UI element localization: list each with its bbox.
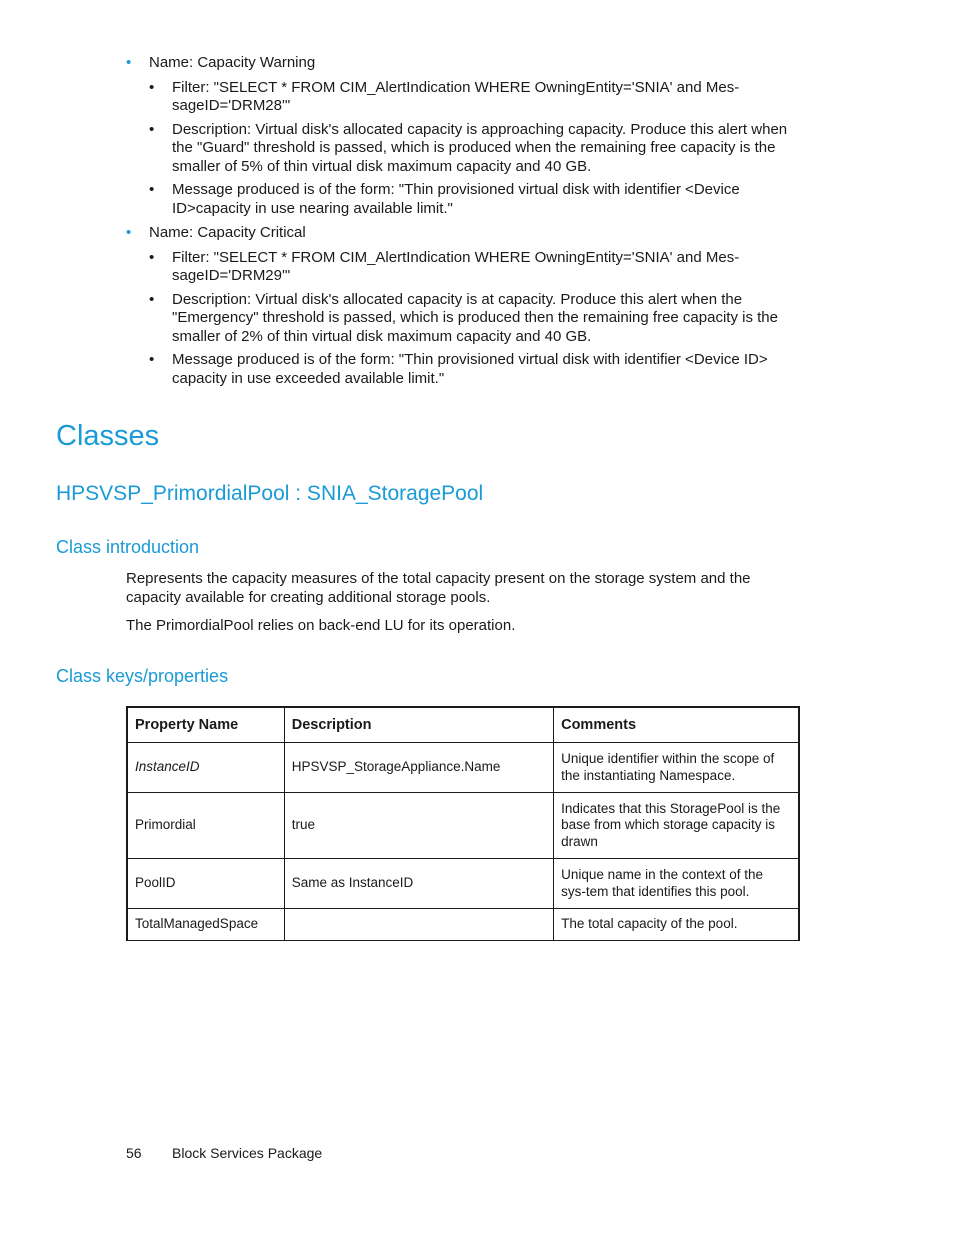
alert-name: Name: Capacity Warning — [149, 54, 316, 71]
alert-detail: • Description: Virtual disk's allocated capacity is at capacity. Produce this alert when the "Emergency" threshold is passed, which is produced then the remaining free capacity is the smaller of 2% of thin virtual disk maximum capacity and 40 GB. — [149, 290, 778, 345]
alert-detail: • Message produced is of the form: "Thin provisioned virtual disk with identifier <Device ID> capacity in use exceeded available limit." — [149, 351, 768, 387]
table-cell: Primordial — [127, 793, 284, 859]
alert-details — [149, 79, 806, 219]
alert-name: Name: Capacity Critical — [149, 224, 306, 241]
bullet-icon: • — [126, 54, 132, 71]
alert-details — [149, 249, 806, 389]
bullet-icon: • — [149, 248, 155, 266]
table-cell: true — [284, 793, 553, 859]
subheading-class-keys: Class keys/properties — [56, 666, 229, 686]
table-cell: Indicates that this StoragePool is the base from which storage capacity is drawn — [554, 793, 799, 859]
properties-table — [126, 706, 800, 941]
table-row — [127, 793, 799, 859]
intro-paragraph: The PrimordialPool relies on back-end LU for its operation. — [126, 617, 516, 634]
bullet-icon: • — [149, 181, 155, 198]
alert-list — [126, 54, 806, 394]
page-number: 56 — [126, 1145, 142, 1161]
bullet-icon: • — [149, 120, 155, 138]
alert-detail: • Description: Virtual disk's allocated capacity is approaching capacity. Produce this alert when the "Guard" threshold is passed, which is produced when the remaining free capacity is the smaller of 5% of thin virtual disk maximum capacity and 40 GB. — [149, 120, 788, 175]
table-cell: HPSVSP_StorageAppliance.Name — [284, 743, 553, 793]
table-row — [127, 909, 799, 941]
table-cell — [284, 909, 553, 941]
table-cell: PoolID — [127, 859, 284, 909]
bullet-icon: • — [149, 290, 155, 308]
alert-detail: • Message produced is of the form: "Thin provisioned virtual disk with identifier <Device ID>capacity in use nearing available limit." — [149, 181, 740, 217]
footer-title: Block Services Package — [172, 1145, 323, 1161]
bullet-icon: • — [126, 224, 132, 241]
alert-detail: • Filter: "SELECT * FROM CIM_AlertIndication WHERE OwningEntity='SNIA' and Mes-sageID='DRM28'" — [149, 78, 740, 114]
column-header: Description — [284, 707, 553, 743]
table-header-row — [127, 707, 799, 743]
table-cell: Same as InstanceID — [284, 859, 553, 909]
table-cell: Unique identifier within the scope of the instantiating Namespace. — [554, 743, 799, 793]
table-row — [127, 859, 799, 909]
class-heading: HPSVSP_PrimordialPool : SNIA_StoragePool — [56, 482, 484, 505]
alert-detail: • Filter: "SELECT * FROM CIM_AlertIndication WHERE OwningEntity='SNIA' and Mes-sageID='DRM29'" — [149, 248, 740, 284]
column-header: Comments — [554, 707, 799, 743]
table-row — [127, 743, 799, 793]
section-heading-classes: Classes — [56, 420, 160, 452]
intro-paragraph: Represents the capacity measures of the total capacity present on the storage system and the capacity available for creating additional storage pools. — [126, 570, 751, 606]
table-cell: InstanceID — [127, 743, 284, 793]
column-header: Property Name — [127, 707, 284, 743]
table-cell: The total capacity of the pool. — [554, 909, 799, 941]
subheading-class-introduction: Class introduction — [56, 537, 200, 557]
table-cell: Unique name in the context of the sys-tem that identifies this pool. — [554, 859, 799, 909]
alert-item — [126, 224, 806, 388]
alert-item — [126, 54, 806, 218]
bullet-icon: • — [149, 351, 155, 368]
table-cell: TotalManagedSpace — [127, 909, 284, 941]
bullet-icon: • — [149, 78, 155, 96]
